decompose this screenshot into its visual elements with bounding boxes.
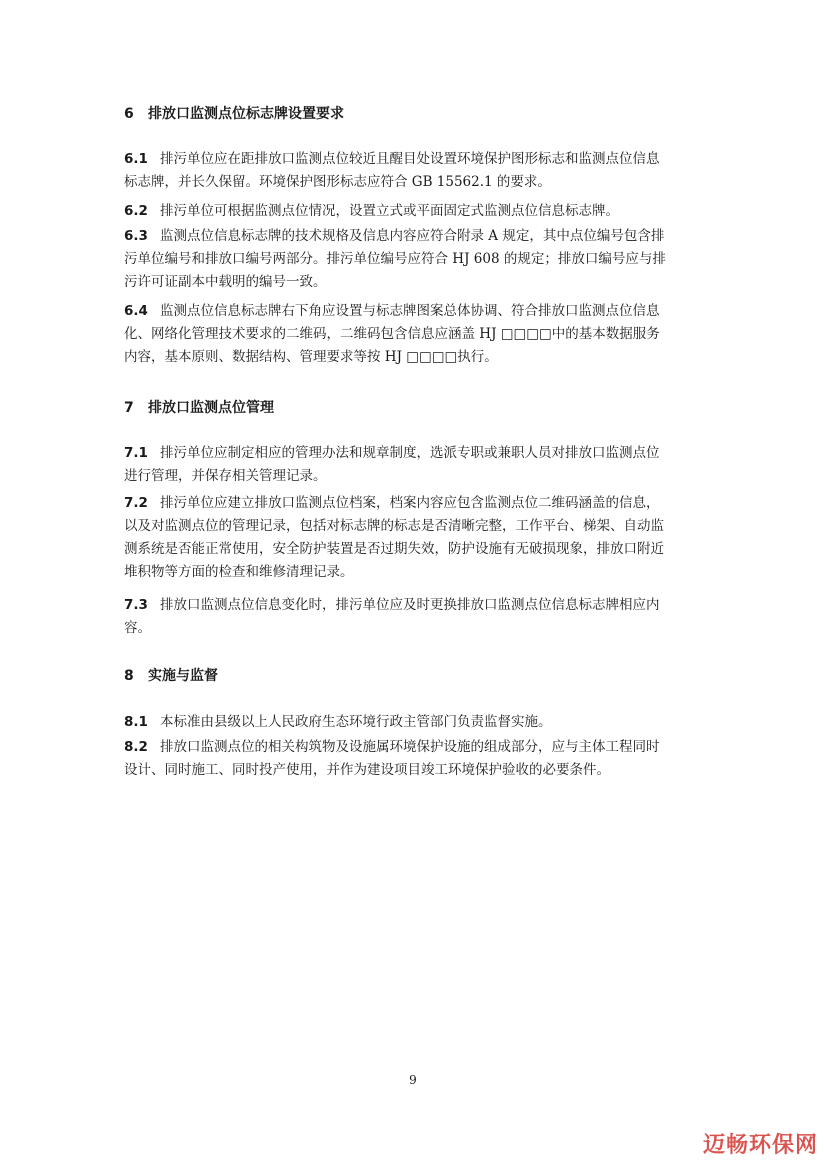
section-number: 6 [124,106,134,122]
clause-number: 8.2 [124,739,148,755]
section-7-heading [124,398,274,418]
clause-line: 堆积物等方面的检查和维修清理记录。 [124,564,354,580]
clause-line: 本标准由县级以上人民政府生态环境行政主管部门负责监督实施。 [160,714,552,730]
clause-8-1 [124,711,706,734]
clause-line: 排污单位应在距排放口监测点位较近且醒目处设置环境保护图形标志和监测点位信息 [160,151,660,167]
clause-line: 排放口监测点位信息变化时，排污单位应及时更换排放口监测点位信息标志牌相应内 [160,597,660,613]
clause-line: 监测点位信息标志牌的技术规格及信息内容应符合附录 A 规定，其中点位编号包含排 [160,228,665,244]
clause-line: 进行管理，并保存相关管理记录。 [124,468,327,484]
clause-6-4 [124,300,706,369]
clause-7-1 [124,442,706,488]
clause-line: 排污单位可根据监测点位情况，设置立式或平面固定式监测点位信息标志牌。 [160,203,619,219]
clause-line: 排污单位应建立排放口监测点位档案，档案内容应包含监测点位二维码涵盖的信息， [160,495,660,511]
section-number: 7 [124,400,134,416]
clause-line: 排污单位应制定相应的管理办法和规章制度，选派专职或兼职人员对排放口监测点位 [160,445,660,461]
clause-6-2 [124,200,706,223]
section-title: 实施与监督 [148,668,218,684]
clause-number: 7.3 [124,597,148,613]
clause-8-2 [124,736,706,782]
clause-line: 排放口监测点位的相关构筑物及设施属环境保护设施的组成部分，应与主体工程同时 [160,739,660,755]
clause-line: 标志牌，并长久保留。环境保护图形标志应符合 GB 15562.1 的要求。 [124,174,551,190]
clause-7-2 [124,492,706,584]
section-6-heading [124,104,344,124]
clause-number: 6.3 [124,228,148,244]
clause-line: 测系统是否能正常使用，安全防护装置是否过期失效，防护设施有无破损现象，排放口附近 [124,541,664,557]
section-8-heading [124,666,218,686]
clause-number: 7.1 [124,445,148,461]
clause-line: 内容，基本原则、数据结构、管理要求等按 HJ □□□□执行。 [124,349,498,365]
page-number: 9 [409,1073,417,1087]
clause-line: 以及对监测点位的管理记录，包括对标志牌的标志是否清晰完整，工作平台、梯架、自动监 [124,518,664,534]
clause-number: 6.4 [124,303,148,319]
clause-line: 污许可证副本中载明的编号一致。 [124,274,327,290]
clause-6-1 [124,148,706,194]
clause-line: 容。 [124,620,151,636]
clause-line: 监测点位信息标志牌右下角应设置与标志牌图案总体协调、符合排放口监测点位信息 [160,303,660,319]
watermark-logo: 迈畅环保网 [702,1133,818,1158]
section-title: 排放口监测点位管理 [148,400,274,416]
clause-number: 6.2 [124,203,148,219]
clause-number: 7.2 [124,495,148,511]
clause-7-3 [124,594,706,640]
clause-number: 8.1 [124,714,148,730]
clause-line: 设计、同时施工、同时投产使用，并作为建设项目竣工环境保护验收的必要条件。 [124,762,610,778]
clause-number: 6.1 [124,151,148,167]
clause-line: 污单位编号和排放口编号两部分。排污单位编号应符合 HJ 608 的规定；排放口编号应与排 [124,251,666,267]
clause-6-3 [124,225,706,294]
section-title: 排放口监测点位标志牌设置要求 [148,106,344,122]
clause-line: 化、网络化管理技术要求的二维码，二维码包含信息应涵盖 HJ □□□□中的基本数据服务 [124,326,660,342]
section-number: 8 [124,668,134,684]
